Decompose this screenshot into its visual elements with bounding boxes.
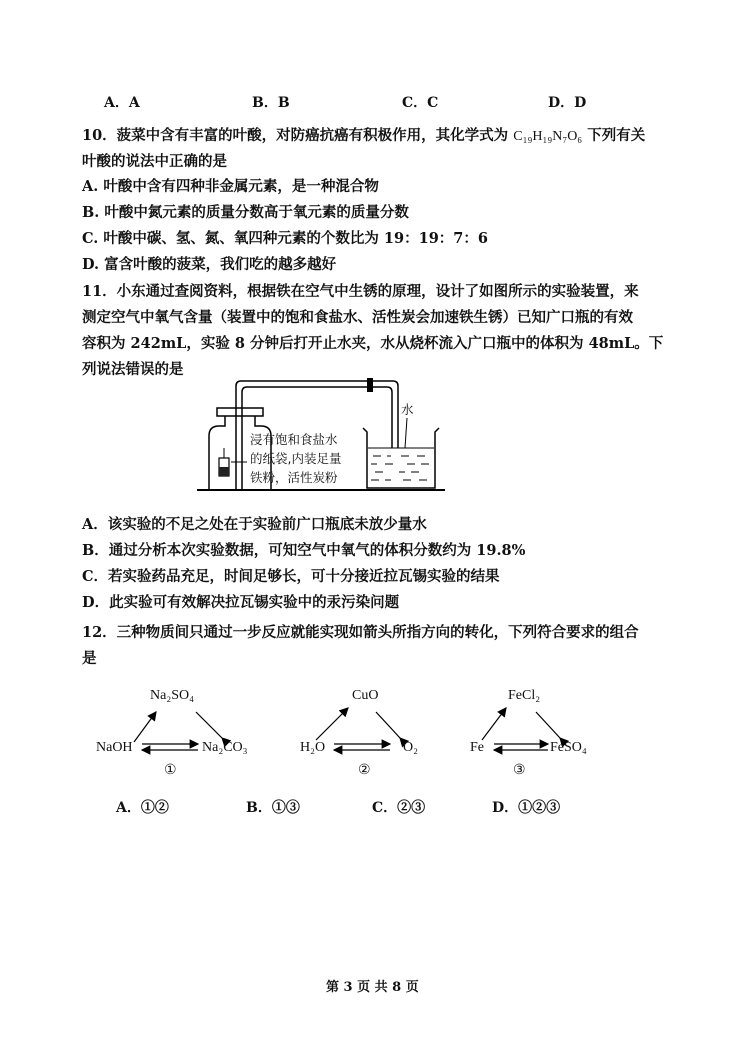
q12-stem-line1: 12．三种物质间只通过一步反应就能实现如箭头所指方向的转化，下列符合要求的组合	[82, 624, 639, 641]
q11-stem-line1: 11．小东通过查阅资料，根据铁在空气中生锈的原理，设计了如图所示的实验装置，来	[82, 283, 639, 300]
scheme-1-left: NaOH	[96, 740, 133, 755]
water-clamp	[367, 378, 373, 392]
page-footer: 第 3 页 共 8 页	[326, 980, 419, 995]
q10-stem-line1	[82, 123, 645, 150]
scheme-2-left: H₂O	[300, 740, 326, 755]
scheme-3-arrows	[482, 708, 560, 750]
beaker-water	[368, 448, 434, 487]
water-label: 水	[401, 402, 414, 417]
scheme-2-top: CuO	[352, 688, 379, 703]
q10-option-d: D. 富含叶酸的菠菜，我们吃的越多越好	[82, 256, 337, 273]
q10-option-c: C. 叶酸中碳、氢、氮、氧四种元素的个数比为 19：19：7：6	[82, 230, 488, 247]
bag-label-2: 的纸袋,内装足量	[250, 451, 342, 466]
iron-powder-bag	[219, 448, 229, 476]
q11-option-a: A．该实验的不足之处在于实验前广口瓶底未放少量水	[82, 516, 427, 533]
q11-stem-line4: 列说法错误的是	[82, 361, 184, 378]
q12-option-a: A．①②	[116, 800, 169, 816]
q11-option-b: B．通过分析本次实验数据，可知空气中氧气的体积分数约为 19.8%	[82, 542, 526, 559]
prev-option-b: B．B	[252, 95, 290, 111]
scheme-2-arrows	[316, 708, 400, 750]
q10-option-b: B. 叶酸中氮元素的质量分数高于氧元素的质量分数	[82, 204, 409, 221]
scheme-2-number: ②	[358, 763, 371, 778]
q10-stem-pre: 10．菠菜中含有丰富的叶酸，对防癌抗癌有积极作用，其化学式为	[82, 127, 514, 144]
scheme-3-top: FeCl₂	[508, 688, 541, 703]
q10-stem-post: 下列有关	[582, 127, 646, 144]
q12-option-b: B．①③	[246, 800, 300, 816]
prev-option-c: C．C	[402, 95, 439, 111]
q12-stem-line2: 是	[82, 650, 97, 667]
prev-option-a: A．A	[104, 95, 140, 111]
q10-option-a: A. 叶酸中含有四种非金属元素，是一种混合物	[82, 178, 379, 195]
q10-formula: C₁₉H₁₉N₇O₆	[513, 129, 583, 144]
q12-option-d: D．①②③	[492, 800, 561, 816]
water-pointer	[405, 418, 407, 448]
bag-label-3: 铁粉，活性炭粉	[250, 470, 338, 485]
scheme-1-number: ①	[164, 763, 177, 778]
q11-stem-line3: 容积为 242mL，实验 8 分钟后打开止水夹，水从烧杯流入广口瓶中的体积为 48mL。下	[82, 335, 664, 352]
scheme-2-right: O₂	[403, 740, 418, 755]
q11-option-c: C．若实验药品充足，时间足够长，可十分接近拉瓦锡实验的结果	[82, 568, 500, 585]
scheme-1-top: Na₂SO₄	[150, 688, 194, 703]
scheme-3-number: ③	[513, 763, 526, 778]
scheme-3-right: FeSO₄	[550, 740, 587, 755]
scheme-3-left: Fe	[470, 740, 484, 755]
prev-option-d: D．D	[548, 95, 587, 111]
q12-option-c: C．②③	[372, 800, 426, 816]
q11-option-d: D．此实验可有效解决拉瓦锡实验中的汞污染问题	[82, 594, 400, 611]
bag-label-1: 浸有饱和食盐水	[250, 432, 338, 447]
scheme-1-right: Na₂CO₃	[202, 740, 248, 755]
q11-stem-line2: 测定空气中氧气含量（装置中的饱和食盐水、活性炭会加速铁生锈）已知广口瓶的有效	[82, 309, 633, 326]
q10-stem-line2: 叶酸的说法中正确的是	[82, 153, 227, 170]
